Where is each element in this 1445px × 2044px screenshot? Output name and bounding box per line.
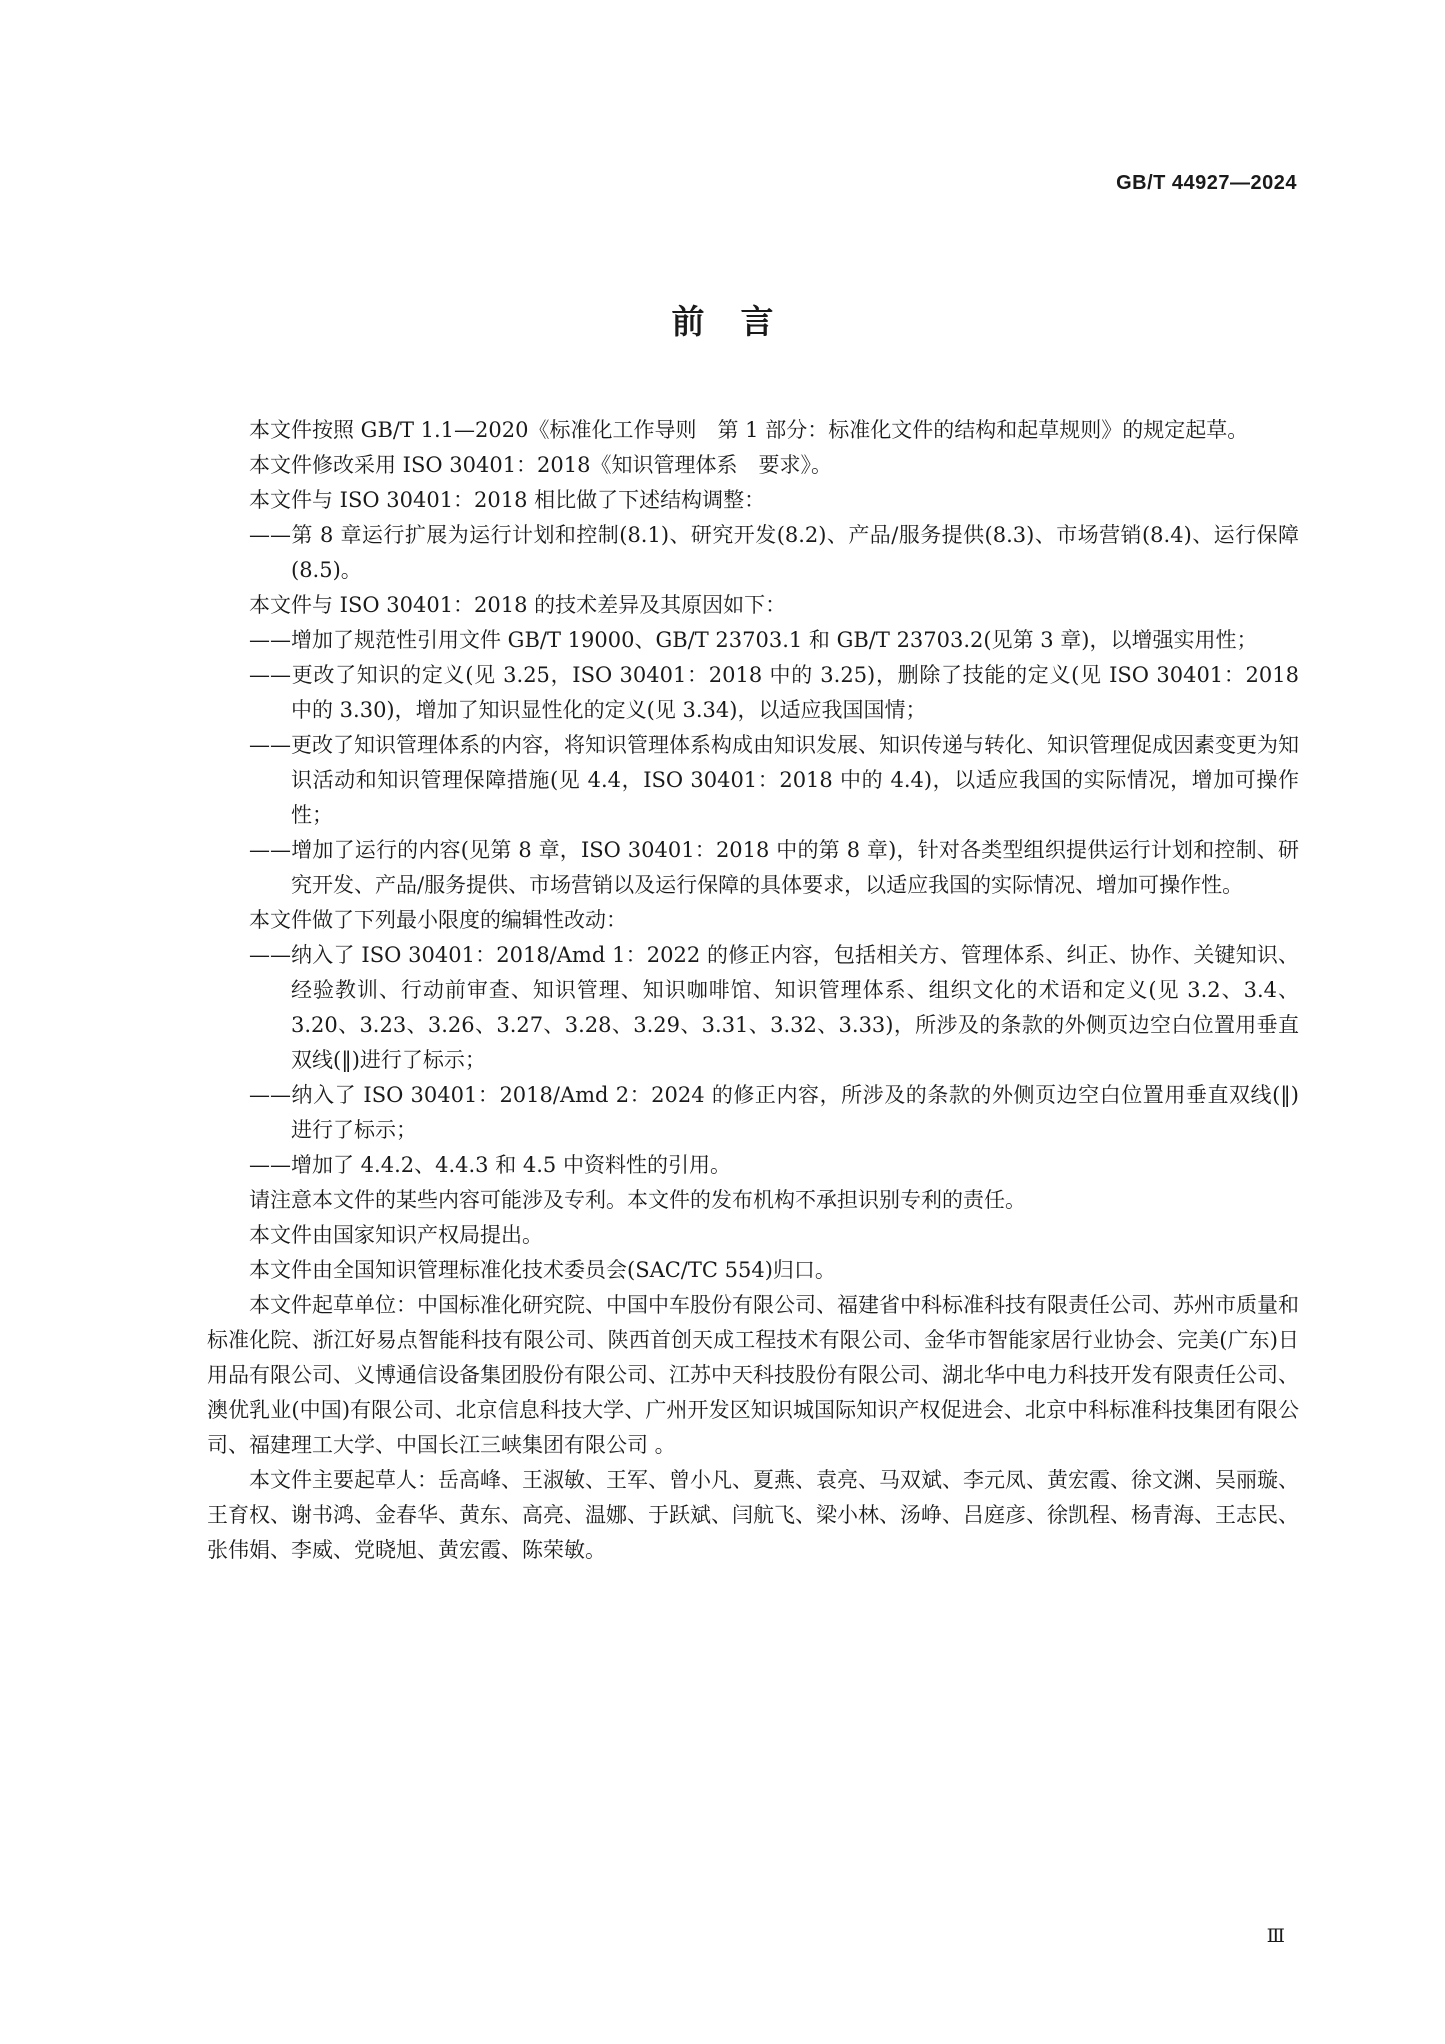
paragraph: 本文件与 ISO 30401：2018 的技术差异及其原因如下： [249,593,787,617]
paragraph: 本文件与 ISO 30401：2018 相比做了下述结构调整： [249,488,766,512]
foreword-body [207,413,1299,1568]
paragraph: 本文件由全国知识管理标准化技术委员会(SAC/TC 554)归口。 [249,1258,836,1282]
dash-list-item: ——更改了知识的定义(见 3.25，ISO 30401：2018 中的 3.25)，删除了技能的定义(见 ISO 30401：2018 中的 3.30)，增加了知识显性化的定义(见 3.34)，以适应我国国情； [249,663,1299,722]
paragraph: 请注意本文件的某些内容可能涉及专利。本文件的发布机构不承担识别专利的责任。 [249,1188,1026,1212]
dash-list-item: ——第 8 章运行扩展为运行计划和控制(8.1)、研究开发(8.2)、产品/服务提供(8.3)、市场营销(8.4)、运行保障(8.5)。 [249,523,1299,582]
dash-list-item: ——增加了规范性引用文件 GB/T 19000、GB/T 23703.1 和 GB/T 23703.2(见第 3 章)，以增强实用性； [249,628,1258,652]
paragraph: 本文件按照 GB/T 1.1—2020《标准化工作导则 第 1 部分：标准化文件的结构和起草规则》的规定起草。 [249,418,1249,442]
paragraph: 本文件做了下列最小限度的编辑性改动： [249,908,627,932]
dash-list-item: ——纳入了 ISO 30401：2018/Amd 2：2024 的修正内容，所涉及的条款的外侧页边空白位置用垂直双线(‖)进行了标示； [249,1083,1299,1142]
page-title: 前言 [671,302,810,341]
dash-list-item: ——纳入了 ISO 30401：2018/Amd 1：2022 的修正内容，包括相关方、管理体系、纠正、协作、关键知识、经验教训、行动前审查、知识管理、知识咖啡馆、知识管理体系、组织文化的术语和定义(见 3.2、3.4、3.20、3.23、3.26、3.27、3.28、3.29、3.31、3.32、3.33)，所涉及的条款的外侧页边空白位置用垂直双线(‖)进行了标示； [249,943,1299,1072]
drafters-paragraph: 本文件主要起草人：岳高峰、王淑敏、王军、曾小凡、夏燕、袁亮、马双斌、李元凤、黄宏霞、徐文渊、吴丽璇、王育权、谢书鸿、金春华、黄东、高亮、温娜、于跃斌、闫航飞、梁小林、汤峥、吕庭彦、徐凯程、杨青海、王志民、张伟娟、李威、党晓旭、黄宏霞、陈荣敏。 [207,1468,1299,1562]
dash-list-item: ——增加了 4.4.2、4.4.3 和 4.5 中资料性的引用。 [249,1153,731,1177]
dash-list-item: ——更改了知识管理体系的内容，将知识管理体系构成由知识发展、知识传递与转化、知识管理促成因素变更为知识活动和知识管理保障措施(见 4.4，ISO 30401：2018 中的 4.4)，以适应我国的实际情况，增加可操作性； [249,733,1299,827]
page-number: Ⅲ [1266,1926,1285,1947]
standard-number: GB/T 44927—2024 [1116,172,1297,194]
dash-list-item: ——增加了运行的内容(见第 8 章，ISO 30401：2018 中的第 8 章)，针对各类型组织提供运行计划和控制、研究开发、产品/服务提供、市场营销以及运行保障的具体要求，以适应我国的实际情况、增加可操作性。 [249,838,1299,897]
drafting-units-paragraph: 本文件起草单位：中国标准化研究院、中国中车股份有限公司、福建省中科标准科技有限责任公司、苏州市质量和标准化院、浙江好易点智能科技有限公司、陕西首创天成工程技术有限公司、金华市智能家居行业协会、完美(广东)日用品有限公司、义博通信设备集团股份有限公司、江苏中天科技股份有限公司、湖北华中电力科技开发有限责任公司、澳优乳业(中国)有限公司、北京信息科技大学、广州开发区知识城国际知识产权促进会、北京中科标准科技集团有限公司、福建理工大学、中国长江三峡集团有限公司 。 [207,1293,1299,1457]
paragraph: 本文件修改采用 ISO 30401：2018《知识管理体系 要求》。 [249,453,832,477]
paragraph: 本文件由国家知识产权局提出。 [249,1223,543,1247]
